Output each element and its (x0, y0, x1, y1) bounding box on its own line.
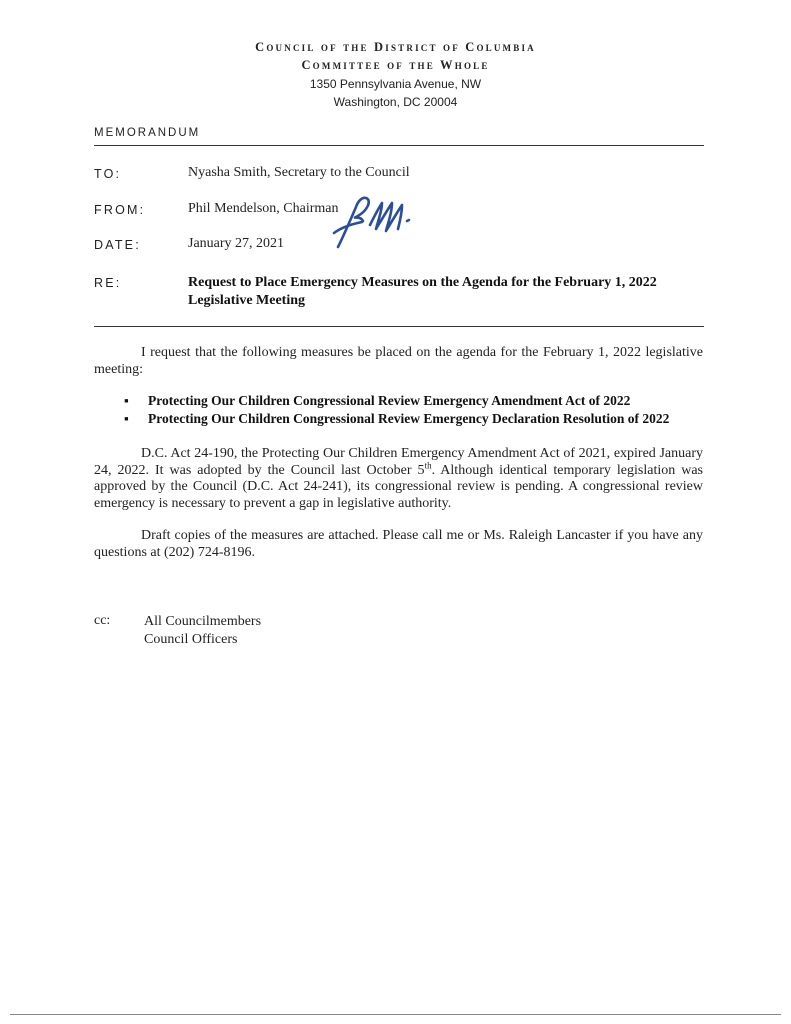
council-name: Council of the District of Columbia (255, 40, 536, 54)
closing-paragraph (94, 528, 703, 561)
page-bottom-edge (10, 1014, 781, 1015)
re-subject: Request to Place Emergency Measures on the Agenda for the February 1, 2022 Legislative Meeting (188, 275, 657, 308)
intro-text: I request that the following measures be placed on the agenda for the February 1, 2022 legislative meeting: (94, 345, 703, 377)
ordinal-suffix: th (424, 459, 432, 470)
to-label: TO: (94, 167, 122, 181)
subject-divider (94, 326, 704, 327)
bullet-icon: ▪ (124, 411, 129, 426)
intro-paragraph (94, 345, 703, 378)
address-line-1: 1350 Pennsylvania Avenue, NW (309, 77, 482, 91)
to-value: Nyasha Smith, Secretary to the Council (188, 165, 410, 180)
committee-name: Committee of the Whole (301, 58, 490, 72)
cc-recipients (144, 613, 261, 649)
from-value: Phil Mendelson, Chairman (188, 201, 339, 216)
handwritten-signature (330, 191, 425, 253)
measures-list (124, 392, 669, 428)
background-text-2: . Although identical temporary legislation was approved by the Council (D.C. Act 24-241), its congressional review is pending. A congressional review emergency is necessary to prevent a gap in legislative authority. (94, 462, 703, 511)
measure-2: Protecting Our Children Congressional Review Emergency Declaration Resolution of 2022 (148, 411, 670, 426)
background-paragraph (94, 446, 703, 512)
cc-label: cc: (94, 613, 111, 628)
list-item (124, 410, 669, 428)
date-value: January 27, 2021 (188, 236, 285, 251)
address-line-2: Washington, DC 20004 (333, 95, 458, 109)
closing-text: Draft copies of the measures are attached. Please call me or Ms. Raleigh Lancaster if you have any questions at (202) 724-8196. (94, 528, 703, 560)
from-label: FROM: (94, 203, 146, 217)
re-label: RE: (94, 276, 122, 290)
cc-recipient: All Councilmembers (144, 614, 262, 629)
background-text-1: D.C. Act 24-190, the Protecting Our Children Emergency Amendment Act of 2021, expired January 24, 2022. It was adopted by the Council last October 5 (94, 446, 703, 478)
header-divider (94, 145, 704, 146)
list-item (124, 392, 669, 410)
date-label: DATE: (94, 238, 141, 252)
bullet-icon: ▪ (124, 393, 129, 408)
measure-1: Protecting Our Children Congressional Review Emergency Amendment Act of 2022 (148, 393, 631, 408)
memorandum-label: MEMORANDUM (94, 127, 201, 139)
cc-recipient: Council Officers (144, 632, 238, 647)
